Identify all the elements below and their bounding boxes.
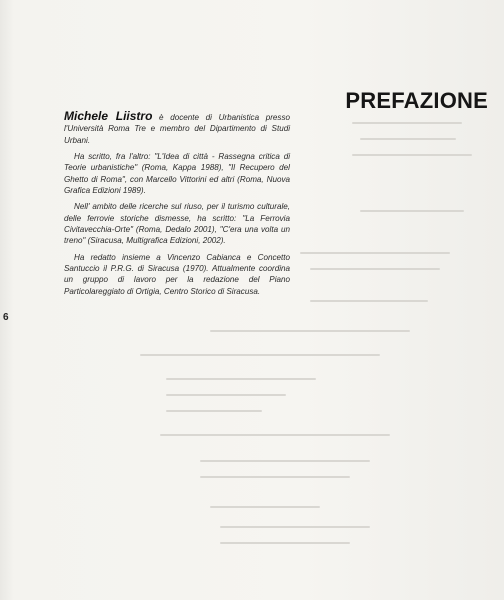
- bio-paragraph-2: Ha scritto, fra l'altro: "L'Idea di città - Rassegna critica di Teorie urbanistiche" (Roma, Kappa 1988), "Il Recupero del Ghetto di Roma", con Marcello Vittorini ed altri (Roma, Nuova Grafica Edizioni 1989).: [64, 152, 290, 196]
- bio-paragraph-4: Ha redatto insieme a Vincenzo Cabianca e Concetto Santuccio il P.R.G. di Siracusa (1970). Attualmente coordina un gruppo di lavoro per la redazione del Piano Particolareggiato di Ortigia, Centro Storico di Siracusa.: [64, 252, 290, 296]
- bio-paragraph-3: Nell' ambito delle ricerche sul riuso, per il turismo culturale, delle ferrovie storiche dismesse, ha scritto: "La Ferrovia Civitavecchia-Orte" (Roma, Dedalo 2001), "C'era una volta un treno" (Siracusa, Multigrafica Edizioni, 2002).: [64, 202, 290, 246]
- bio-paragraph-1: [64, 111, 290, 146]
- bio-intro-text: è docente di Urbanistica presso l'Università Roma Tre e membro del Dipartimento di Studi Urbani.: [64, 113, 290, 145]
- page-number: 6: [3, 312, 9, 323]
- author-bio: [64, 111, 290, 302]
- page-title: PREFAZIONE: [345, 88, 488, 113]
- author-name: Michele Liistro: [64, 109, 153, 123]
